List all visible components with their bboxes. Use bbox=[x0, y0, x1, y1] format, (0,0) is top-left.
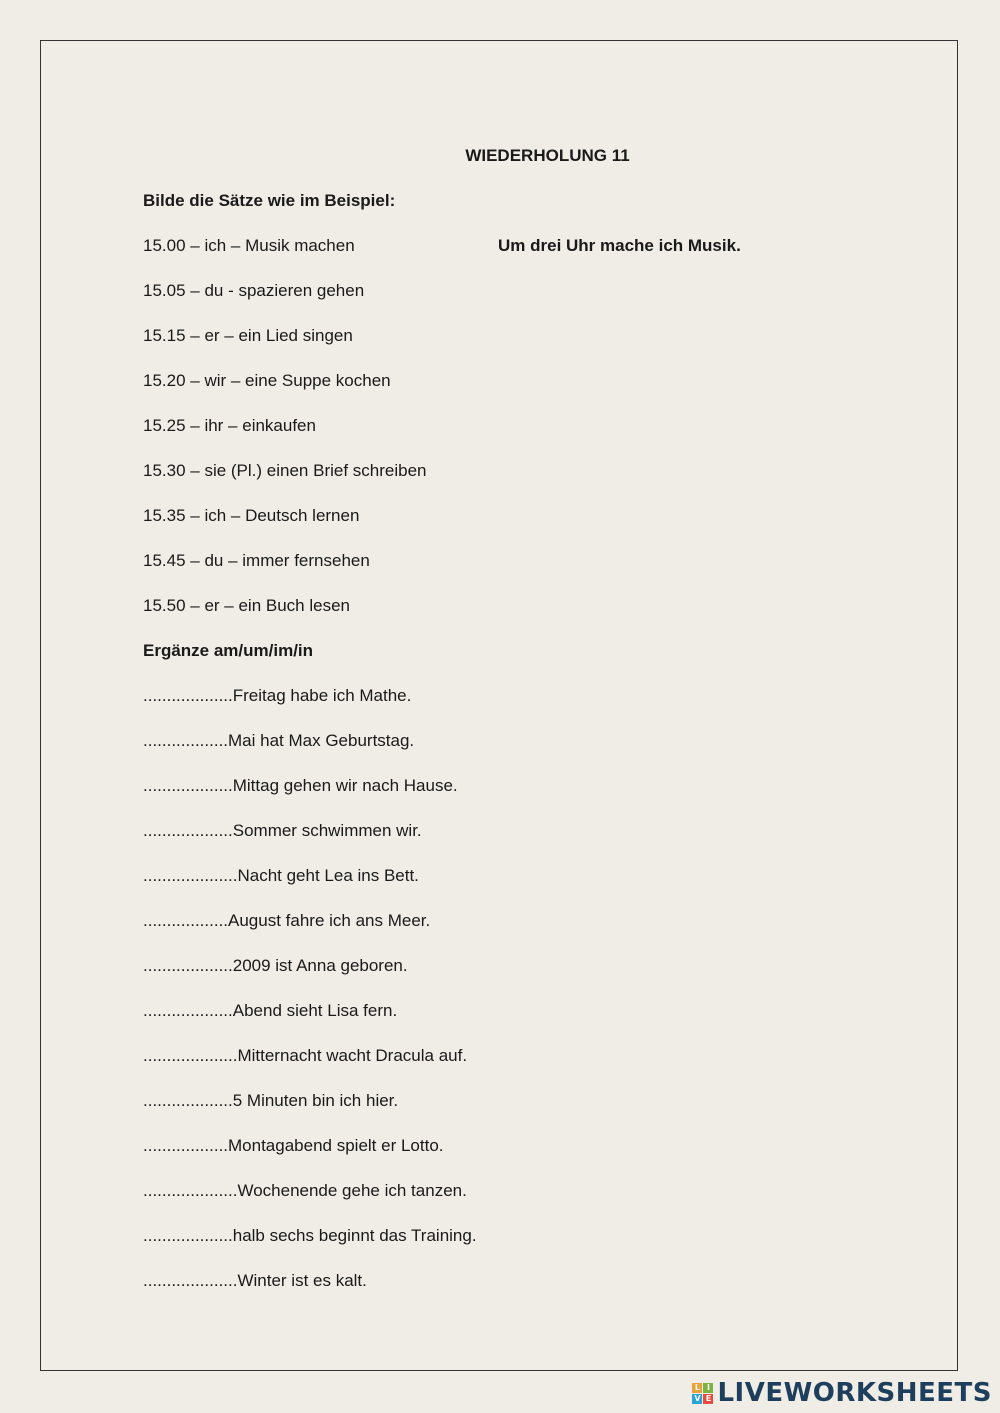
exercise1-item-2: 15.05 – du - spazieren gehen bbox=[143, 281, 365, 300]
exercise2-item-3: ...................Mittag gehen wir nach Hause. bbox=[143, 776, 458, 795]
exercise2-item-12: ....................Wochenende gehe ich tanzen. bbox=[143, 1181, 467, 1200]
logo-letter-e: E bbox=[703, 1394, 713, 1404]
liveworksheets-logo[interactable] bbox=[692, 1379, 992, 1407]
exercise2-item-13: ...................halb sechs beginnt das Training. bbox=[143, 1226, 477, 1245]
exercise1-item-6: 15.30 – sie (Pl.) einen Brief schreiben bbox=[143, 461, 427, 480]
section2-heading: Ergänze am/um/im/in bbox=[143, 641, 314, 660]
logo-letter-i: I bbox=[703, 1383, 713, 1393]
exercise2-item-5: ....................Nacht geht Lea ins Bett. bbox=[143, 866, 419, 885]
exercise2-item-6: ..................August fahre ich ans Meer. bbox=[143, 911, 431, 930]
exercise1-item-3: 15.15 – er – ein Lied singen bbox=[143, 326, 353, 345]
logo-text: LIVEWORKSHEETS bbox=[717, 1378, 992, 1408]
exercise1-item-5: 15.25 – ihr – einkaufen bbox=[143, 416, 316, 435]
exercise2-item-2: ..................Mai hat Max Geburtstag. bbox=[143, 731, 415, 750]
worksheet-title: WIEDERHOLUNG 11 bbox=[465, 146, 630, 165]
section1-heading: Bilde die Sätze wie im Beispiel: bbox=[143, 191, 396, 210]
logo-letter-v: V bbox=[694, 1393, 701, 1403]
exercise2-item-9: ....................Mitternacht wacht Dracula auf. bbox=[143, 1046, 468, 1065]
exercise2-item-14: ....................Winter ist es kalt. bbox=[143, 1271, 367, 1290]
exercise1-item-4: 15.20 – wir – eine Suppe kochen bbox=[143, 371, 391, 390]
exercise1-item-7: 15.35 – ich – Deutsch lernen bbox=[143, 506, 360, 525]
exercise2-item-1: ...................Freitag habe ich Mathe. bbox=[143, 686, 412, 705]
exercise2-item-8: ...................Abend sieht Lisa fern. bbox=[143, 1001, 398, 1020]
exercise2-item-10: ...................5 Minuten bin ich hier. bbox=[143, 1091, 399, 1110]
exercise1-item-8: 15.45 – du – immer fernsehen bbox=[143, 551, 370, 570]
exercise2-item-4: ...................Sommer schwimmen wir. bbox=[143, 821, 422, 840]
exercise1-item-9: 15.50 – er – ein Buch lesen bbox=[143, 596, 350, 615]
example-answer: Um drei Uhr mache ich Musik. bbox=[498, 236, 741, 255]
exercise2-item-7: ...................2009 ist Anna geboren. bbox=[143, 956, 408, 975]
logo-mark-icon bbox=[692, 1383, 713, 1404]
exercise1-item-1: 15.00 – ich – Musik machen bbox=[143, 236, 355, 255]
exercise2-item-11: ..................Montagabend spielt er Lotto. bbox=[143, 1136, 444, 1155]
logo-letter-l: L bbox=[692, 1383, 702, 1393]
